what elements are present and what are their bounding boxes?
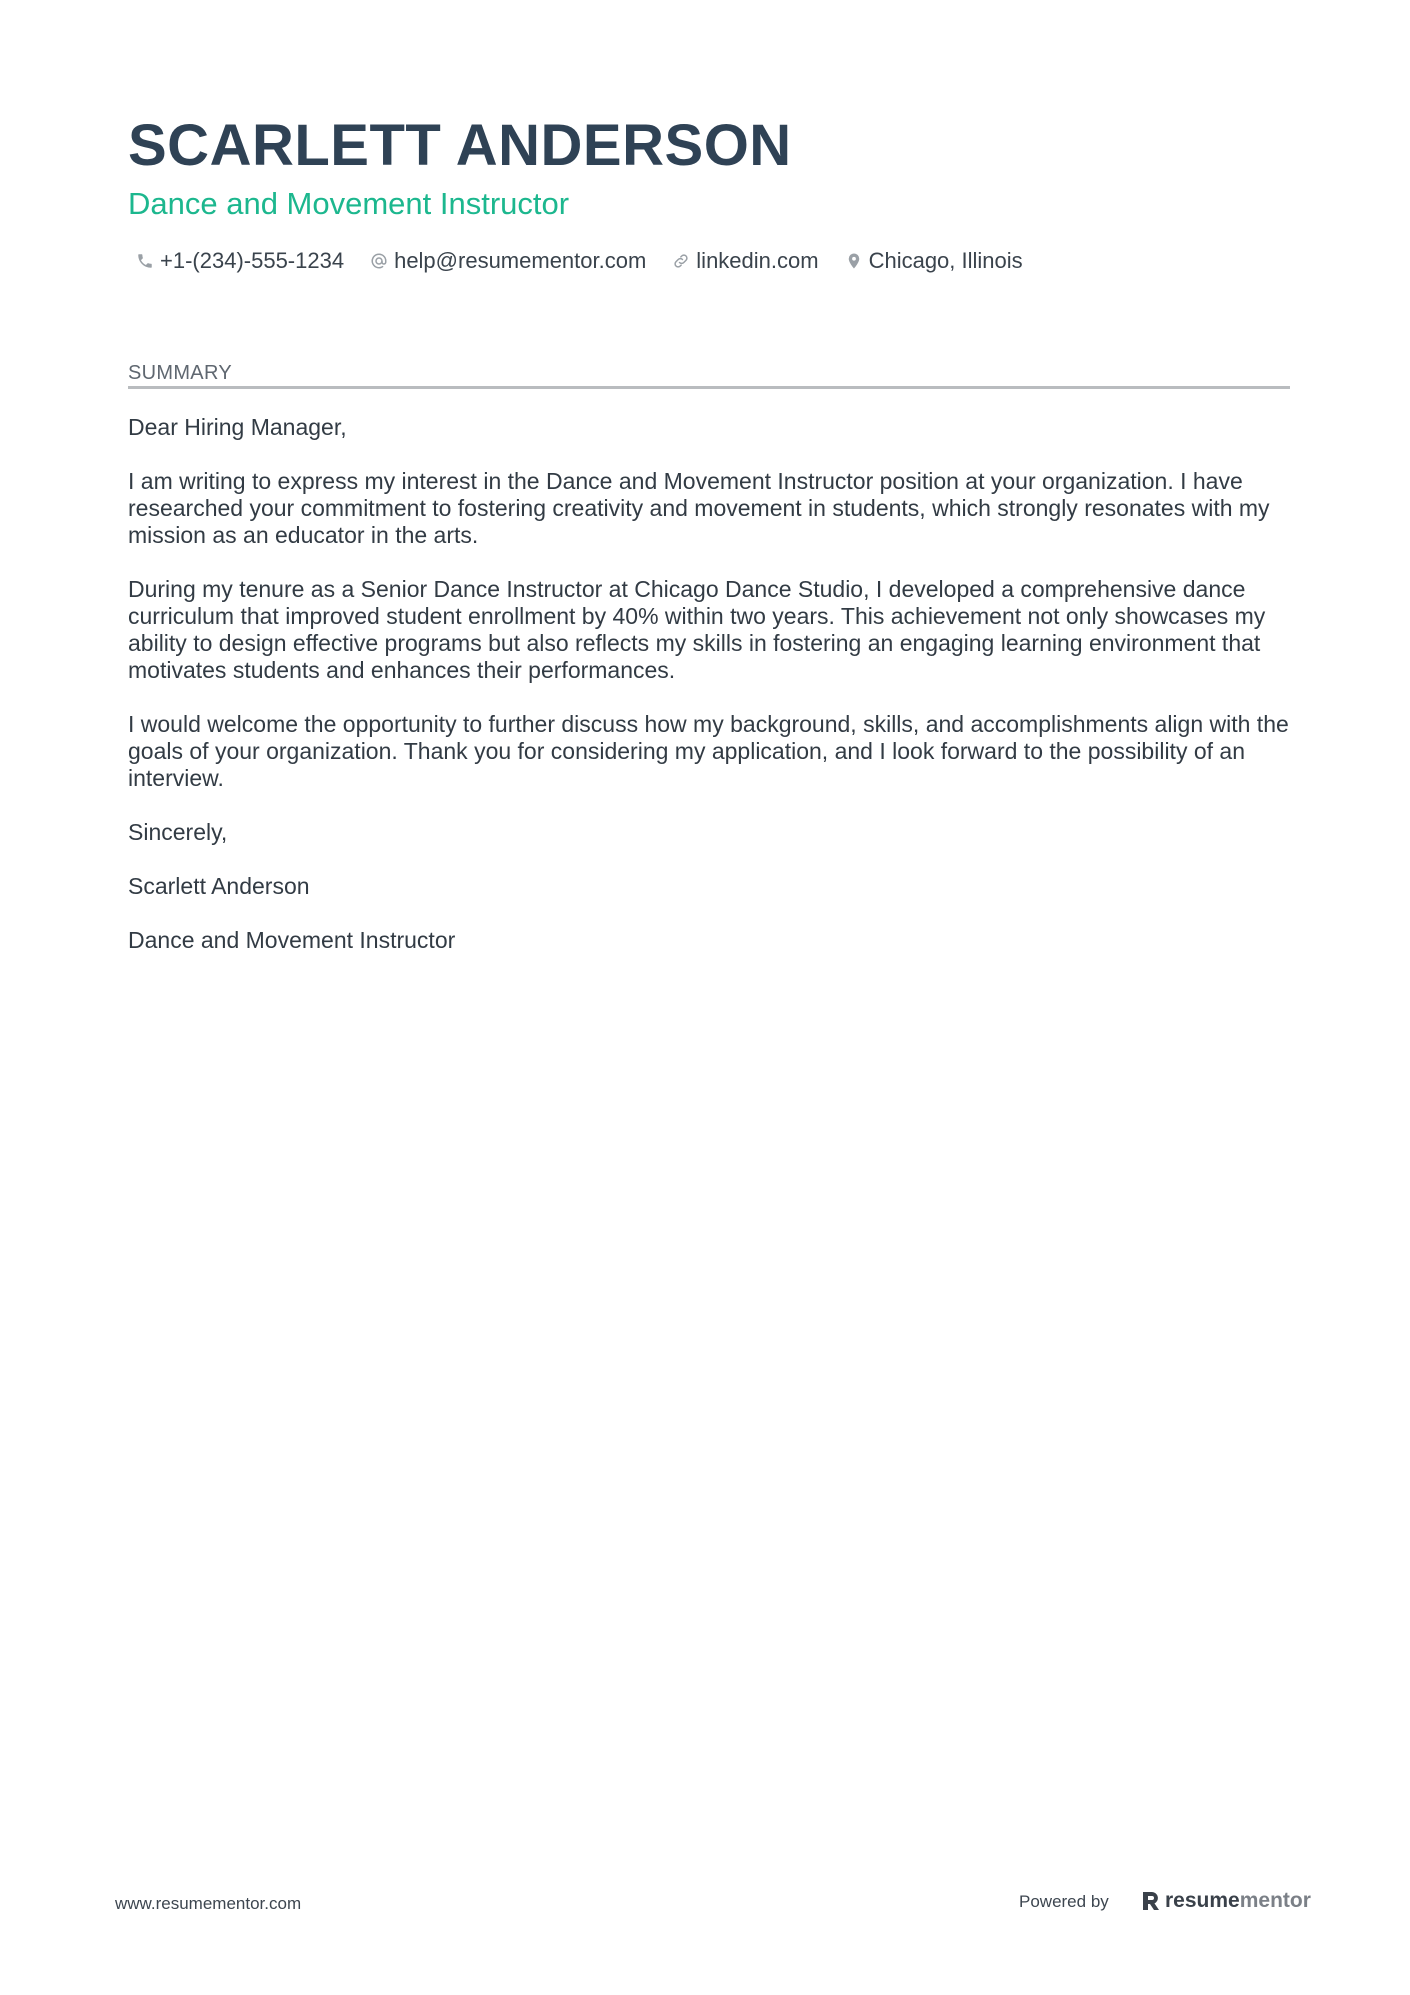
link-icon: [672, 252, 690, 270]
brand-logo[interactable]: [1141, 1886, 1311, 1916]
section-divider: [128, 386, 1290, 389]
closing: Sincerely,: [128, 819, 228, 845]
brand-text-resume: resume: [1165, 1889, 1240, 1912]
powered-by-label: Powered by: [1019, 1892, 1109, 1911]
phone-icon: [136, 252, 154, 270]
contact-bar: [136, 246, 1049, 276]
footer-website[interactable]: www.resumementor.com: [115, 1894, 302, 1913]
letter-paragraph: During my tenure as a Senior Dance Instructor at Chicago Dance Studio, I developed a comprehensive dance curriculum that improved student enrollment by 40% within two years. This achievement not only showcases my ability to design effective programs but also reflects my skills in fostering an engaging learning environment that motivates students and enhances their performances.: [128, 576, 1266, 683]
cover-letter-body: [128, 414, 1296, 981]
contact-phone: [136, 248, 344, 274]
signature-name: Scarlett Anderson: [128, 873, 310, 899]
letter-paragraph: I would welcome the opportunity to further discuss how my background, skills, and accomplishments align with the goals of your organization. Thank you for considering my application, and I look forward to the possibility of an interview.: [128, 711, 1289, 791]
phone-text[interactable]: +1-(234)-555-1234: [160, 248, 345, 273]
signature-title: Dance and Movement Instructor: [128, 927, 456, 953]
contact-linkedin: [672, 248, 818, 274]
location-pin-icon: [845, 252, 863, 270]
contact-location: [845, 248, 1023, 274]
summary-heading: SUMMARY: [128, 362, 232, 384]
brand-text-mentor: mentor: [1239, 1889, 1311, 1912]
contact-email: [370, 248, 646, 274]
candidate-name: SCARLETT ANDERSON: [128, 113, 792, 178]
linkedin-text[interactable]: linkedin.com: [696, 248, 819, 273]
resumementor-logo-icon: [1141, 1890, 1161, 1912]
at-icon: [370, 252, 388, 270]
job-title: Dance and Movement Instructor: [128, 186, 570, 221]
email-text[interactable]: help@resumementor.com: [394, 248, 647, 273]
location-text: Chicago, Illinois: [868, 248, 1023, 273]
letter-paragraph: I am writing to express my interest in the Dance and Movement Instructor position at your organization. I have researched your commitment to fostering creativity and movement in students, which strongly resonates with my mission as an educator in the arts.: [128, 468, 1270, 548]
salutation: Dear Hiring Manager,: [128, 414, 347, 440]
